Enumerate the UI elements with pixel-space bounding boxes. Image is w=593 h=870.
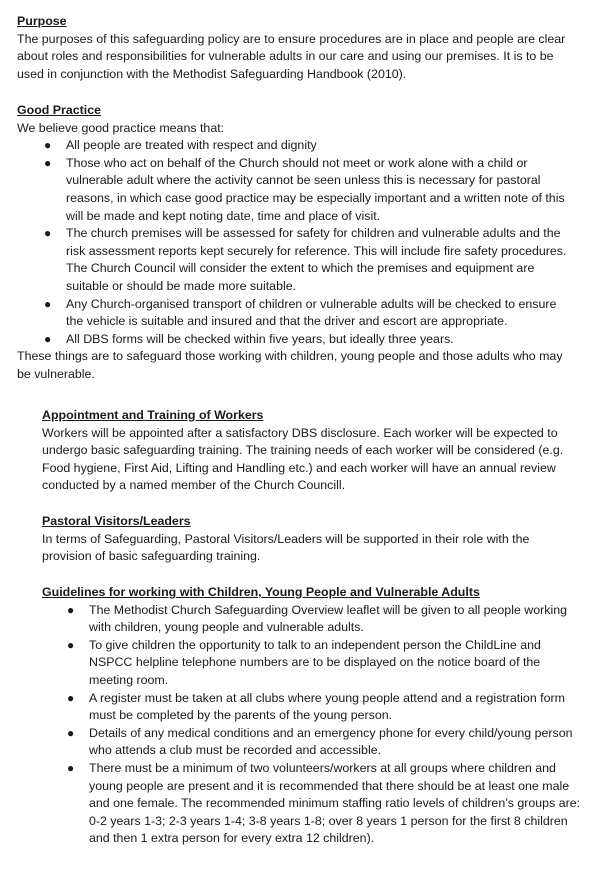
good-practice-heading: Good Practice — [17, 103, 102, 117]
guidelines-section — [42, 584, 582, 848]
list-item — [42, 602, 582, 637]
list-item-text: A register must be taken at all clubs where young people attend and a registration form must be completed by the parents of the young person. — [89, 690, 565, 723]
good-practice-intro: We believe good practice means that: — [17, 120, 225, 135]
list-item — [17, 331, 577, 349]
list-item-text: All DBS forms will be checked within five years, but ideally three years. — [66, 331, 454, 346]
bullet-icon: ● — [67, 602, 75, 617]
list-item — [17, 225, 577, 295]
list-item — [17, 155, 577, 225]
bullet-icon: ● — [67, 637, 75, 652]
list-item-text: Details of any medical conditions and an emergency phone for every child/young person who attends a club must be recorded and accessible. — [89, 725, 573, 758]
bullet-icon: ● — [44, 226, 52, 241]
appointment-heading: Appointment and Training of Workers — [42, 408, 264, 422]
good-practice-section — [17, 102, 577, 384]
appointment-text: Workers will be appointed after a satisfactory DBS disclosure. Each worker will be expected to undergo basic safeguarding training. The training needs of each worker will be considered (e.g. Food hygiene, First Aid, Lifting and Handling etc.) and each worker will have an annual review conducted by a named member of the Church Councill. — [42, 425, 564, 493]
list-item — [42, 760, 582, 848]
bullet-icon: ● — [67, 725, 75, 740]
appointment-section — [42, 407, 577, 495]
list-item-text: The church premises will be assessed for safety for children and vulnerable adults and the risk assessment reports kept securely for reference. This will include fire safety procedures. The Church Council will consider the extent to which the premises and equipment are suitable or should be made more suitable. — [66, 226, 567, 293]
list-item — [42, 637, 582, 690]
pastoral-heading: Pastoral Visitors/Leaders — [42, 514, 191, 528]
list-item-text: To give children the opportunity to talk to an independent person the ChildLine and NSPCC helpline telephone numbers are to be displayed on the notice board of the meeting room. — [89, 637, 541, 687]
list-item-text: The Methodist Church Safeguarding Overview leaflet will be given to all people working with children, young people and vulnerable adults. — [89, 602, 567, 635]
purpose-text: The purposes of this safeguarding policy are to ensure procedures are in place and people are clear about roles and responsibilities for vulnerable adults in our care and using our premises. It is to be used in conjunction with the Methodist Safeguarding Handbook (2010). — [17, 31, 566, 81]
bullet-icon: ● — [67, 690, 75, 705]
good-practice-outro: These things are to safeguard those working with children, young people and those adults who may be vulnerable. — [17, 349, 563, 381]
guidelines-heading: Guidelines for working with Children, Young People and Vulnerable Adults — [42, 585, 480, 599]
good-practice-list — [17, 137, 577, 348]
list-item-text: There must be a minimum of two volunteers/workers at all groups where children and young people are present and it is recommended that there should be at least one male and one female. The recommended minimum staffing ratio levels of children’s groups are: 0-2 years 1-3; 2-3 years 1-4; 3-8 years 1-8; over 8 years 1 person for the first 8 children and then 1 extra person for every extra 12 children). — [89, 760, 581, 846]
purpose-heading: Purpose — [17, 14, 67, 28]
purpose-section — [17, 13, 577, 83]
pastoral-text: In terms of Safeguarding, Pastoral Visitors/Leaders will be supported in their role with the provision of basic safeguarding training. — [42, 531, 530, 564]
pastoral-section — [42, 513, 577, 566]
guidelines-list — [42, 602, 582, 848]
bullet-icon: ● — [44, 331, 52, 346]
list-item — [17, 137, 577, 155]
list-item-text: Any Church-organised transport of children or vulnerable adults will be checked to ensure the vehicle is suitable and insured and that the driver and escort are appropriate. — [66, 296, 557, 329]
bullet-icon: ● — [67, 760, 75, 775]
list-item-text: Those who act on behalf of the Church should not meet or work alone with a child or vulnerable adult where the activity cannot be seen unless this is necessary for pastoral reasons, in which case good practice may be especially important and a written note of this will be made and kept noting date, time and place of visit. — [66, 155, 565, 223]
list-item — [42, 725, 582, 760]
bullet-icon: ● — [44, 138, 52, 153]
list-item-text: All people are treated with respect and dignity — [66, 138, 317, 153]
list-item — [17, 296, 577, 331]
bullet-icon: ● — [44, 296, 52, 311]
bullet-icon: ● — [44, 155, 52, 170]
list-item — [42, 690, 582, 725]
